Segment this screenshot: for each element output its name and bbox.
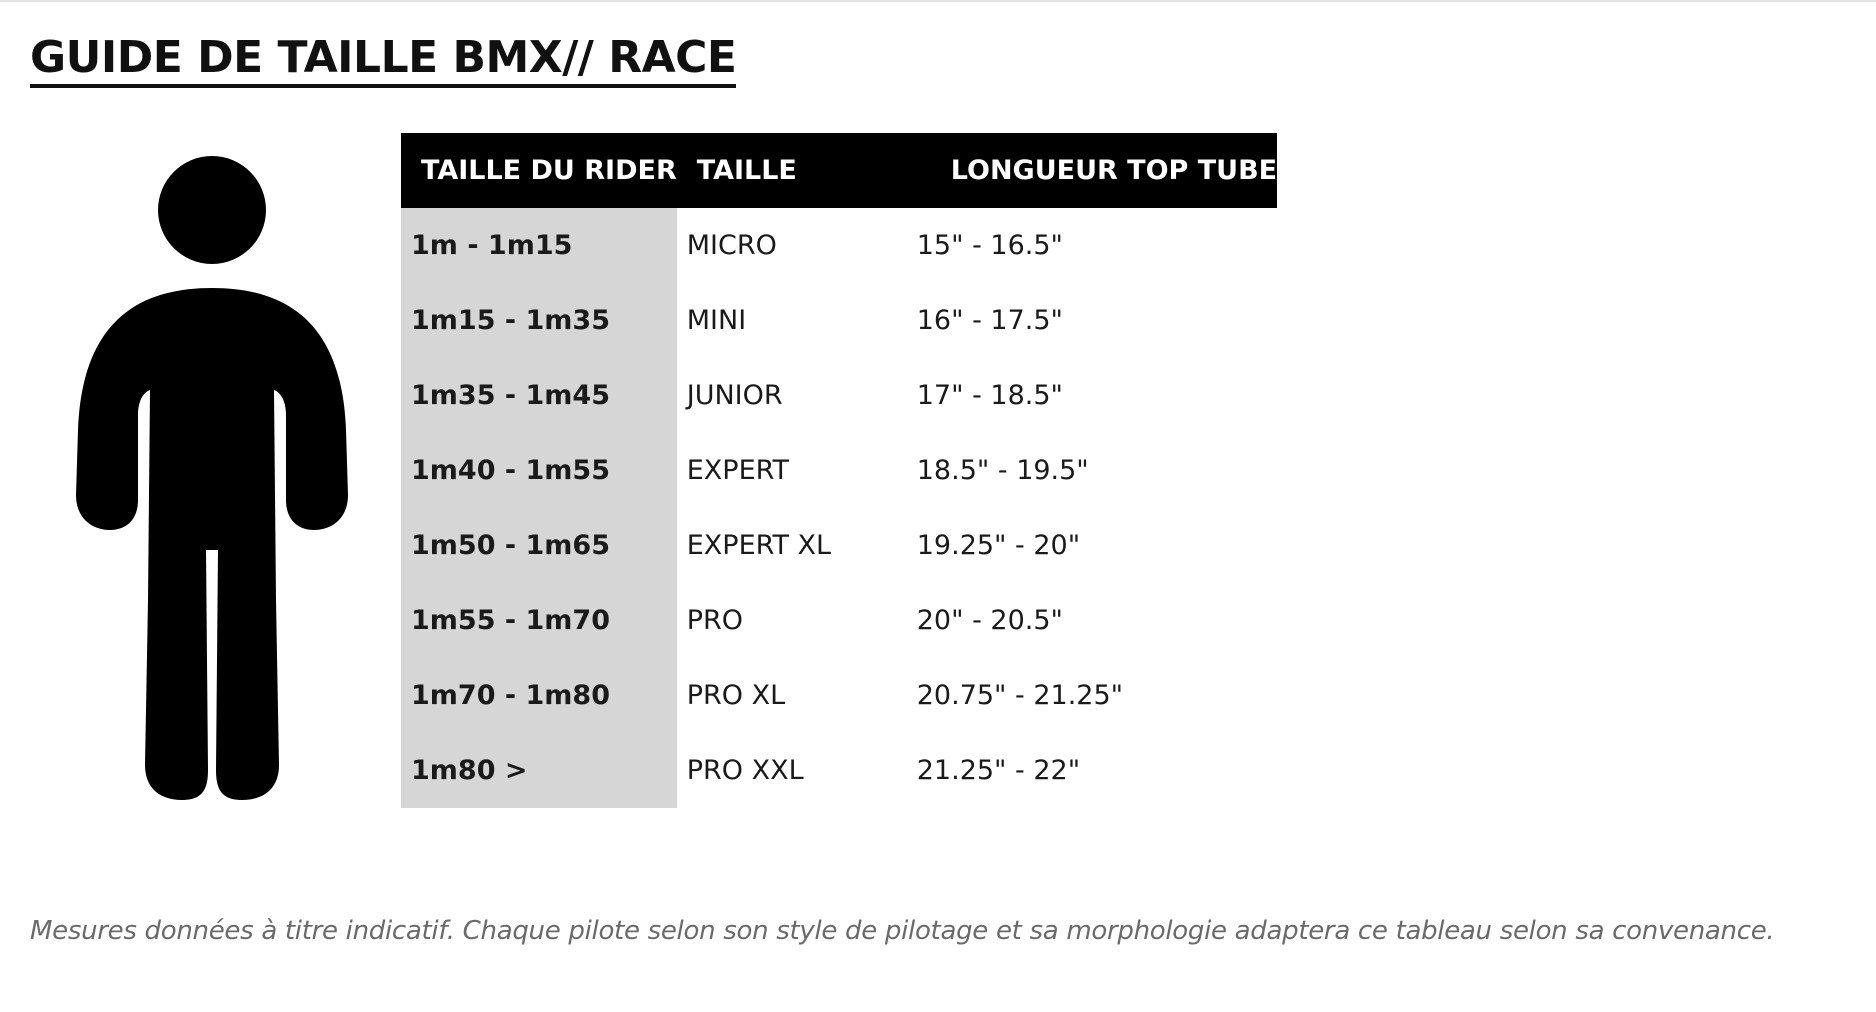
top-tube-cell: 19.25" - 20" [916,530,1081,561]
frame-size-cell: PRO [686,605,744,636]
frame-size-cell: JUNIOR [686,380,783,411]
rider-size-cell: 1m50 - 1m65 [401,508,677,583]
top-tube-cell: 15" - 16.5" [916,230,1063,261]
page-title [30,34,736,88]
frame-size-cell: EXPERT XL [686,530,832,561]
table-row [401,208,1277,283]
table-row [401,358,1277,433]
header-rider-size: TAILLE DU RIDER [401,133,677,208]
header-top-tube-length: LONGUEUR TOP TUBE [907,133,1277,208]
top-tube-cell: 21.25" - 22" [916,755,1081,786]
header-frame-size: TAILLE [677,133,907,208]
top-tube-cell: 20.75" - 21.25" [916,680,1124,711]
table-row [401,733,1277,808]
rider-size-cell: 1m - 1m15 [401,208,677,283]
frame-size-cell: EXPERT [686,455,789,486]
table-row [401,583,1277,658]
page-title-suffix: // RACE [562,32,737,83]
person-silhouette-icon [70,150,360,800]
table-row [401,433,1277,508]
frame-size-cell: PRO XL [686,680,786,711]
rider-size-cell: 1m70 - 1m80 [401,658,677,733]
rider-size-cell: 1m15 - 1m35 [401,283,677,358]
rider-size-cell: 1m80 > [401,733,677,808]
frame-size-cell: PRO XXL [686,755,804,786]
table-row [401,283,1277,358]
table-row [401,658,1277,733]
top-tube-cell: 18.5" - 19.5" [916,455,1089,486]
rider-size-cell: 1m40 - 1m55 [401,433,677,508]
top-tube-cell: 16" - 17.5" [916,305,1063,336]
top-tube-cell: 20" - 20.5" [916,605,1063,636]
top-divider [0,0,1876,2]
frame-size-cell: MINI [686,305,747,336]
size-guide-table [401,133,1277,808]
rider-size-cell: 1m35 - 1m45 [401,358,677,433]
rider-size-cell: 1m55 - 1m70 [401,583,677,658]
page-title-main: GUIDE DE TAILLE BMX [30,32,563,83]
table-row [401,508,1277,583]
table-header-row [401,133,1277,208]
top-tube-cell: 17" - 18.5" [916,380,1063,411]
disclaimer-note: Mesures données à titre indicatif. Chaque pilote selon son style de pilotage et sa morphologie adaptera ce tableau selon sa convenance. [30,916,1775,946]
frame-size-cell: MICRO [686,230,777,261]
